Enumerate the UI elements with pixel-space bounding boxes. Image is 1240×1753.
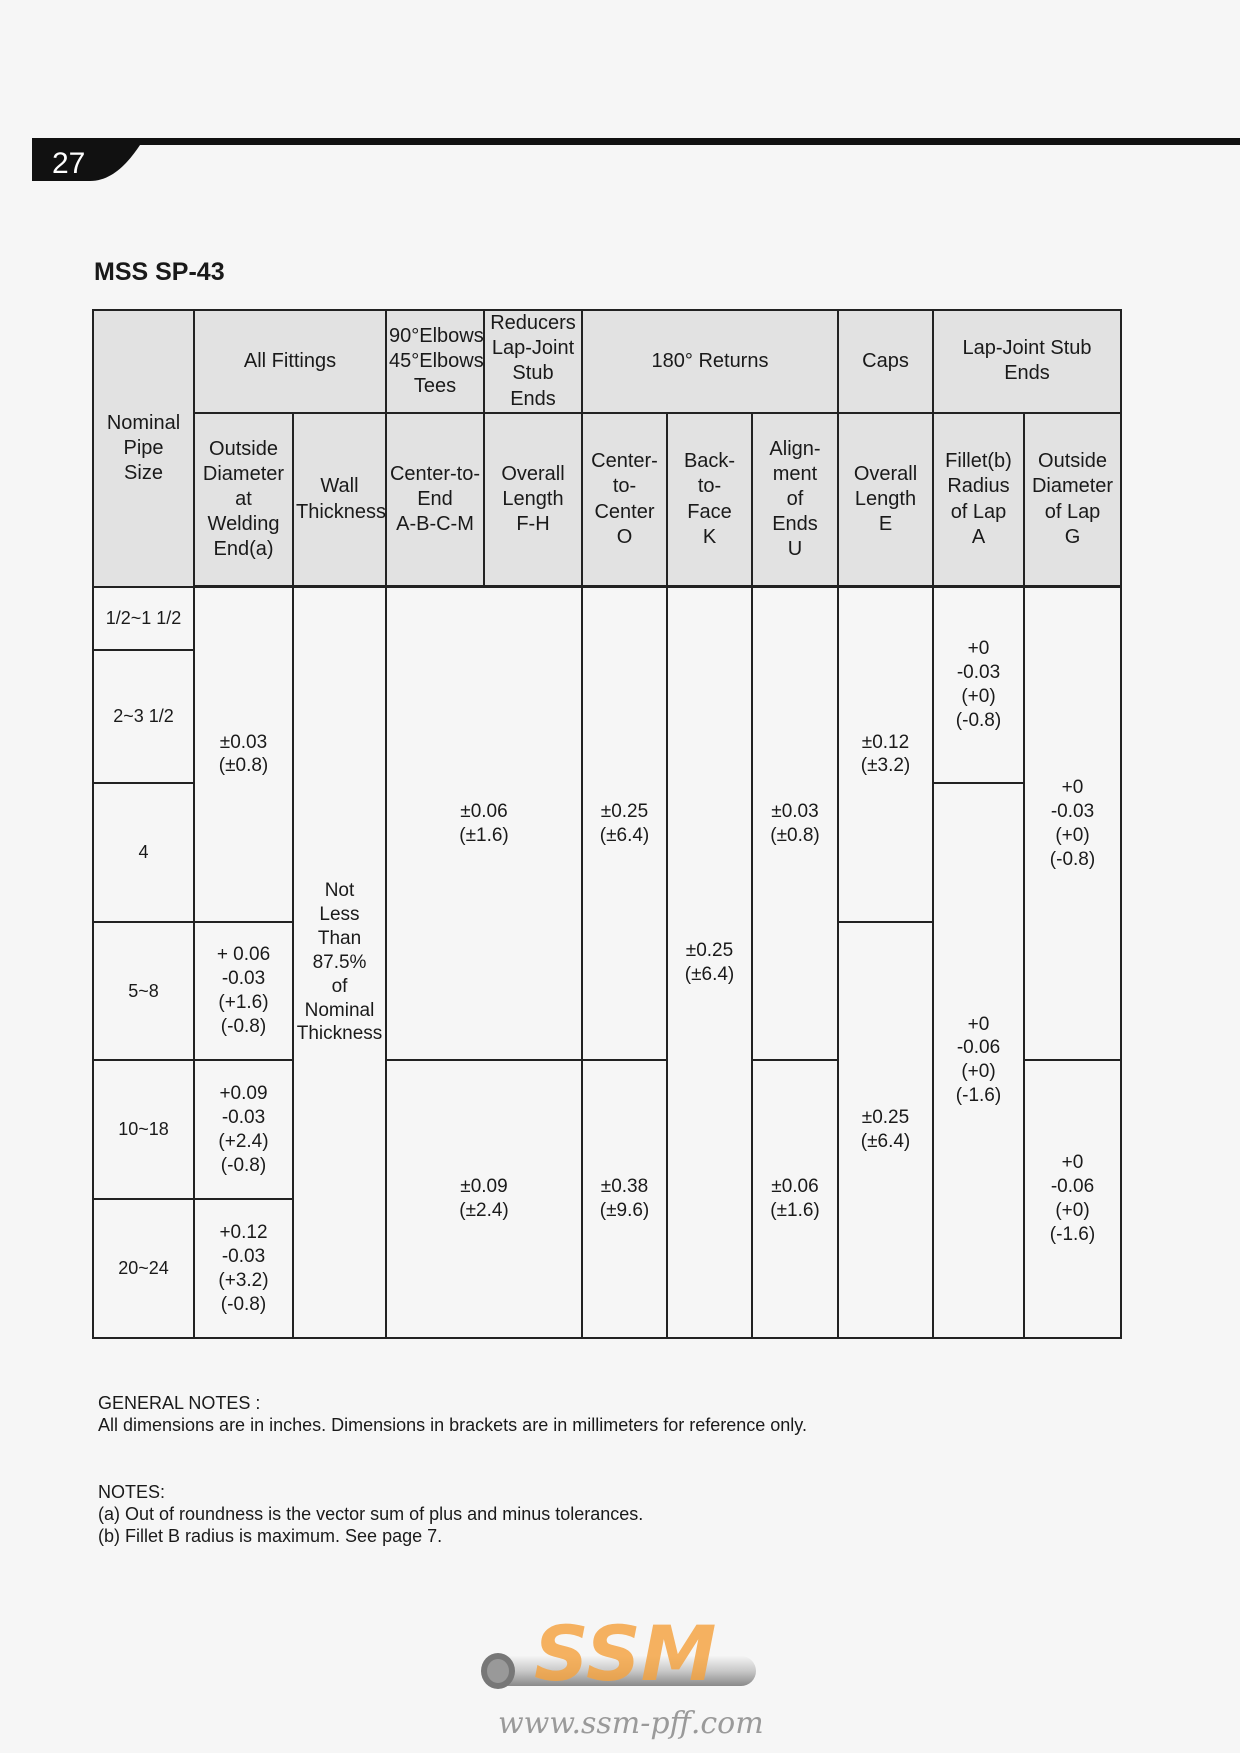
alignment-tolerance-small: ±0.03 (±0.8) <box>752 587 838 1061</box>
header-caps: Caps <box>838 310 933 413</box>
od-tolerance-20-24: +0.12 -0.03 (+3.2) (-0.8) <box>194 1199 293 1338</box>
header-outside-diameter-of-lap: Outside Diameter of Lap G <box>1024 413 1121 587</box>
website-url[interactable]: www.ssm-pff.com <box>498 1706 764 1741</box>
size-cell: 2~3 1/2 <box>93 650 194 783</box>
od-tolerance-10-18: +0.09 -0.03 (+2.4) (-0.8) <box>194 1060 293 1199</box>
caps-tolerance-small: ±0.12 (±3.2) <box>838 587 933 922</box>
od-tolerance-small: ±0.03 (±0.8) <box>194 587 293 922</box>
header-center-to-end: Center-to- End A-B-C-M <box>386 413 484 587</box>
header-outside-diameter-welding-end: Outside Diameter at Welding End(a) <box>194 413 293 587</box>
wall-thickness-tolerance: Not Less Than 87.5% of Nominal Thickness <box>293 587 386 1338</box>
header-overall-length-fh: Overall Length F-H <box>484 413 582 587</box>
notes <box>98 1481 643 1547</box>
lap-od-tolerance-large: +0 -0.06 (+0) (-1.6) <box>1024 1060 1121 1338</box>
alignment-tolerance-large: ±0.06 (±1.6) <box>752 1060 838 1338</box>
size-cell: 10~18 <box>93 1060 194 1199</box>
size-cell: 1/2~1 1/2 <box>93 587 194 650</box>
center-to-center-tolerance-large: ±0.38 (±9.6) <box>582 1060 667 1338</box>
back-to-face-tolerance: ±0.25 (±6.4) <box>667 587 752 1338</box>
lap-od-tolerance-small: +0 -0.03 (+0) (-0.8) <box>1024 587 1121 1061</box>
general-notes-heading: GENERAL NOTES : <box>98 1393 261 1413</box>
header-back-to-face: Back- to- Face K <box>667 413 752 587</box>
page-number: 27 <box>52 147 86 180</box>
size-cell: 20~24 <box>93 1199 194 1338</box>
notes-heading: NOTES: <box>98 1482 166 1502</box>
general-notes-text: All dimensions are in inches. Dimensions in brackets are in millimeters for reference only. <box>98 1415 807 1435</box>
center-to-center-tolerance-small: ±0.25 (±6.4) <box>582 587 667 1061</box>
header-rule <box>32 138 1240 145</box>
logo-lettering: SSM <box>534 1609 717 1698</box>
header-fillet-radius-of-lap: Fillet(b) Radius of Lap A <box>933 413 1024 587</box>
header-lap-joint-stub-ends: Lap-Joint Stub Ends <box>933 310 1121 413</box>
fillet-radius-tolerance-small: +0 -0.03 (+0) (-0.8) <box>933 587 1024 783</box>
general-notes <box>98 1392 807 1436</box>
header-elbows-tees: 90°Elbows 45°Elbows Tees <box>386 310 484 413</box>
center-to-end-tolerance-large: ±0.09 (±2.4) <box>386 1060 582 1338</box>
header-nominal-pipe-size: Nominal Pipe Size <box>93 310 194 587</box>
size-cell: 4 <box>93 783 194 922</box>
note-item: (b) Fillet B radius is maximum. See page 7. <box>98 1526 443 1546</box>
header-center-to-center: Center- to- Center O <box>582 413 667 587</box>
header-reducers-stub-ends: Reducers Lap-Joint Stub Ends <box>484 310 582 413</box>
header-180-returns: 180° Returns <box>582 310 838 413</box>
header-overall-length-e: Overall Length E <box>838 413 933 587</box>
document-title: MSS SP-43 <box>94 258 225 286</box>
page-number-tab <box>32 145 142 181</box>
caps-tolerance-large: ±0.25 (±6.4) <box>838 922 933 1338</box>
ssm-logo <box>474 1608 774 1698</box>
note-item: (a) Out of roundness is the vector sum of plus and minus tolerances. <box>98 1504 644 1524</box>
center-to-end-tolerance-small: ±0.06 (±1.6) <box>386 587 582 1061</box>
header-all-fittings: All Fittings <box>194 310 386 413</box>
fillet-radius-tolerance-large: +0 -0.06 (+0) (-1.6) <box>933 783 1024 1338</box>
tolerance-table <box>92 309 1122 1339</box>
header-wall-thickness: Wall Thickness <box>293 413 386 587</box>
header-alignment-of-ends: Align- ment of Ends U <box>752 413 838 587</box>
size-cell: 5~8 <box>93 922 194 1061</box>
od-tolerance-5-8: + 0.06 -0.03 (+1.6) (-0.8) <box>194 922 293 1061</box>
